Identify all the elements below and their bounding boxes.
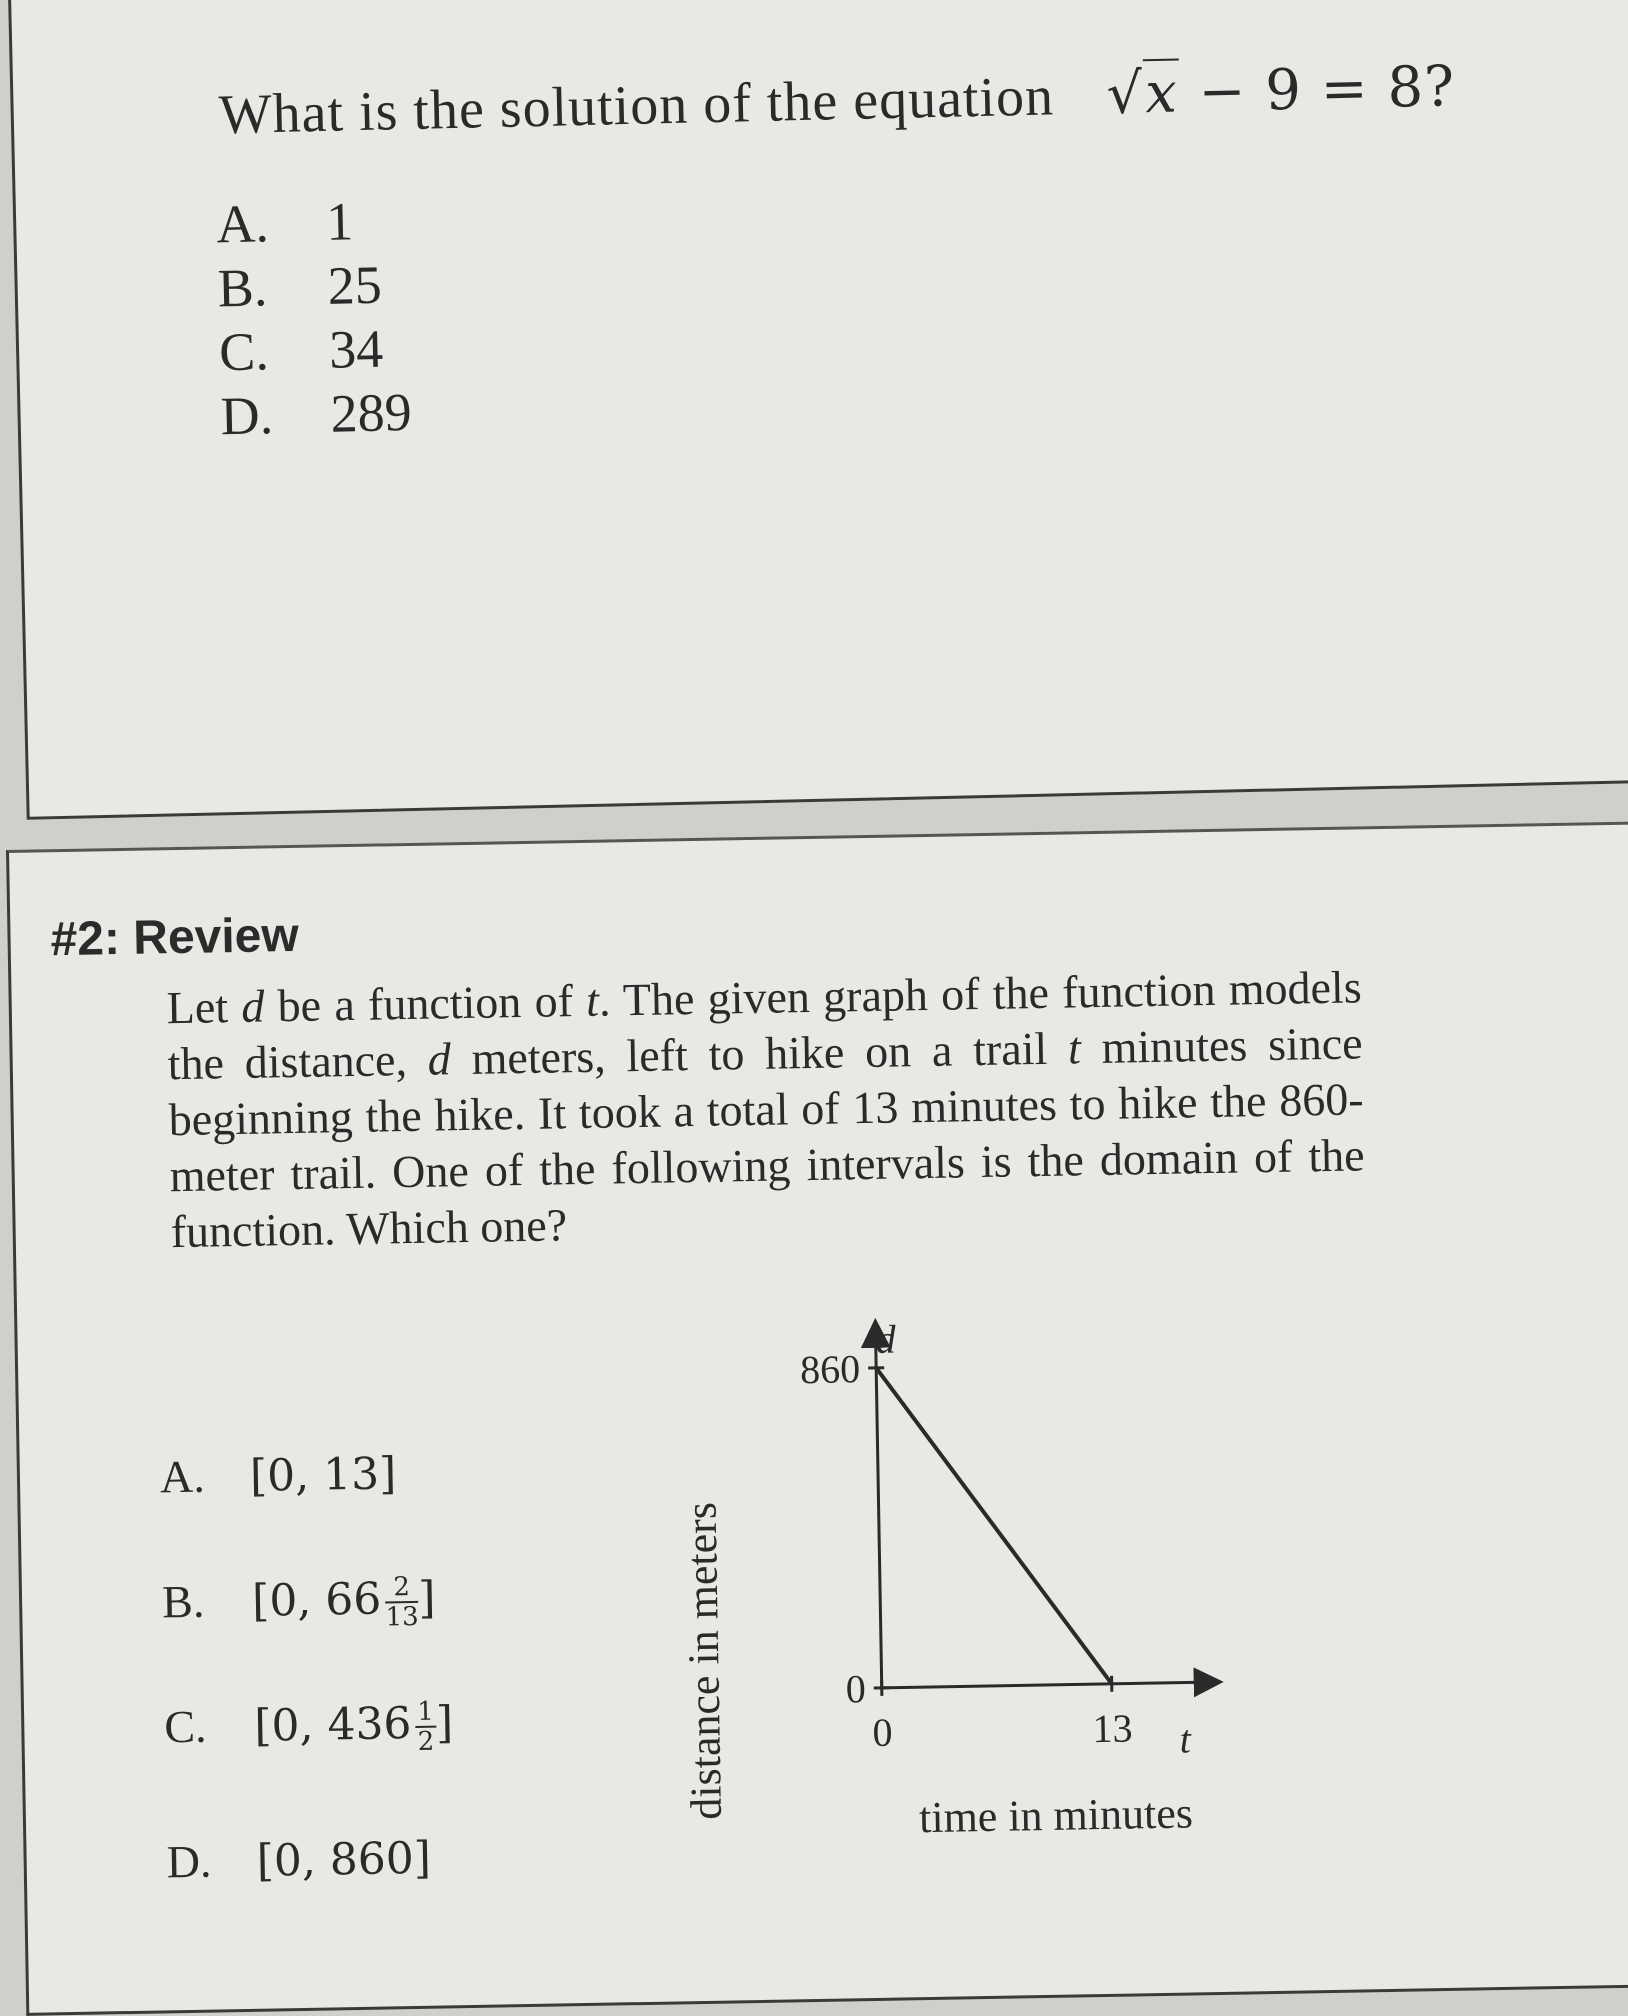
choice-text: 289 bbox=[330, 382, 412, 444]
choice-c[interactable] bbox=[164, 1695, 454, 1760]
choice-letter: B. bbox=[162, 1574, 253, 1629]
section-title: #2: Review bbox=[50, 908, 299, 967]
y-axis bbox=[876, 1333, 882, 1688]
graph-marks bbox=[876, 1364, 1112, 1688]
fraction: $\frac{1}{2}$ bbox=[415, 1697, 437, 1755]
choice-letter: C. bbox=[164, 1699, 255, 1754]
choice-letter: A. bbox=[216, 190, 327, 256]
equation: √x − 9 = 8? bbox=[1068, 54, 1456, 128]
choice-interval: [0, 66 $\frac{2}{13}$ ] bbox=[252, 1573, 436, 1627]
x-axis bbox=[882, 1682, 1209, 1688]
choice-interval: [0, 436 $\frac{1}{2}$ ] bbox=[254, 1697, 454, 1751]
choice-interval: [0, 860] bbox=[256, 1833, 431, 1887]
y-axis-label: distance in meters bbox=[676, 1502, 731, 1820]
choice-text: 34 bbox=[328, 319, 383, 380]
y-tick-label: 860 bbox=[800, 1346, 861, 1392]
question-2-card bbox=[6, 821, 1628, 2016]
choice-a[interactable] bbox=[160, 1446, 397, 1503]
choice-b[interactable] bbox=[217, 252, 409, 320]
choice-a[interactable] bbox=[216, 188, 408, 256]
distance-time-graph bbox=[657, 1301, 1267, 1871]
choice-b[interactable] bbox=[162, 1571, 436, 1635]
choice-letter: C. bbox=[218, 318, 329, 384]
y-tick-label: 0 bbox=[845, 1666, 866, 1711]
question-1-card bbox=[8, 0, 1628, 820]
x-axis-label: time in minutes bbox=[919, 1788, 1194, 1842]
y-axis-variable: d bbox=[875, 1317, 897, 1362]
equation-radicand: x bbox=[1142, 58, 1180, 126]
choice-letter: A. bbox=[160, 1449, 251, 1504]
x-tick-label: 13 bbox=[1092, 1705, 1133, 1751]
question-1-text: What is the solution of the equation bbox=[218, 65, 1055, 146]
series-line bbox=[876, 1364, 1112, 1688]
choice-d[interactable] bbox=[220, 380, 412, 448]
question-1-prompt bbox=[218, 54, 1456, 147]
x-axis-variable: t bbox=[1179, 1716, 1192, 1761]
choice-c[interactable] bbox=[218, 316, 410, 384]
question-2-text: Let d be a function of t. The given graph of the function models the distance, d meters, left to hike on a trail t minutes since beginning the hike. It took a total of 13 minutes to hike the 860-meter trail. One of the following intervals is the domain of the function. Which one? bbox=[166, 959, 1366, 1260]
choice-text: 1 bbox=[326, 191, 354, 252]
choice-letter: D. bbox=[220, 382, 331, 448]
choice-text: 25 bbox=[327, 255, 382, 316]
question-1-choices bbox=[216, 188, 413, 448]
choice-d[interactable] bbox=[166, 1831, 431, 1889]
choice-interval: [0, 13] bbox=[250, 1448, 397, 1502]
equation-rest: − 9 = 8? bbox=[1179, 54, 1456, 125]
choice-letter: B. bbox=[217, 254, 328, 320]
fraction: $\frac{2}{13}$ bbox=[385, 1572, 419, 1631]
choice-letter: D. bbox=[166, 1834, 257, 1889]
x-tick-label: 0 bbox=[872, 1710, 893, 1755]
